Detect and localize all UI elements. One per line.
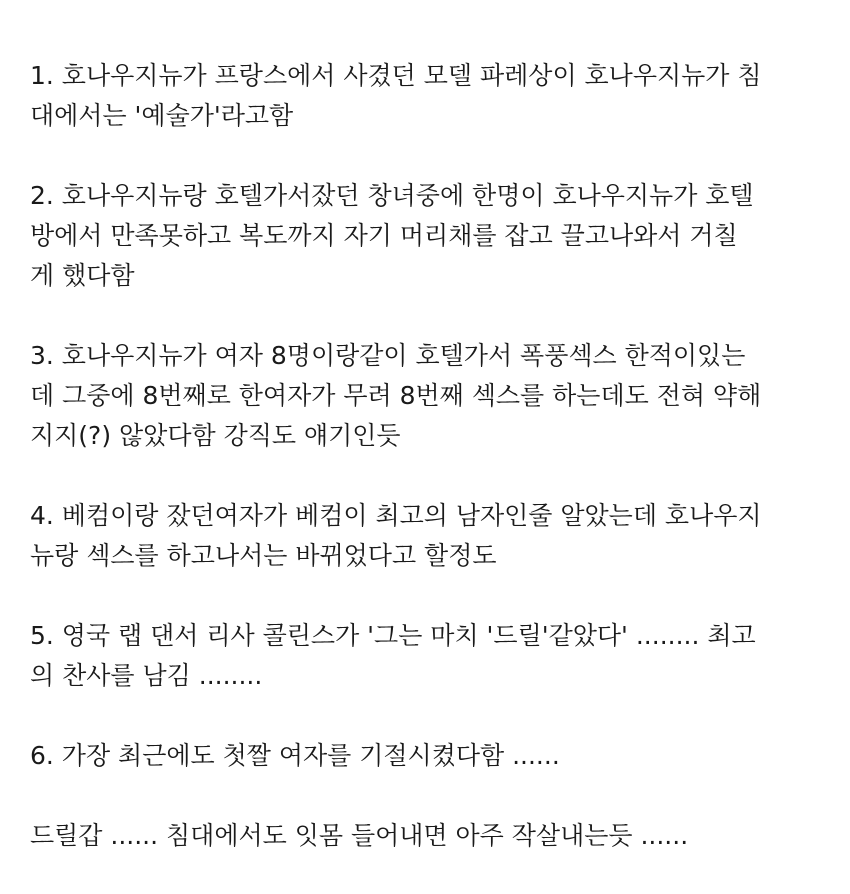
text-line: 드릴갑 ...... 침대에서도 잇몸 들어내면 아주 작살내는듯 ......: [30, 821, 689, 850]
text-line: 지지(?) 않았다함 강직도 얘기인듯: [30, 421, 401, 450]
text-line: 방에서 만족못하고 복도까지 자기 머리채를 잡고 끌고나와서 거칠: [30, 221, 738, 250]
text-line: 4. 베컴이랑 잤던여자가 베컴이 최고의 남자인줄 알았는데 호나우지: [30, 501, 762, 530]
text-line: 3. 호나우지뉴가 여자 8명이랑같이 호텔가서 폭풍섹스 한적이있는: [30, 341, 746, 370]
text-line: 의 찬사를 남김 ........: [30, 661, 263, 690]
paragraph-spacer: [30, 576, 825, 616]
paragraph-2: [30, 176, 825, 296]
text-line: 뉴랑 섹스를 하고나서는 바뀌었다고 할정도: [30, 541, 497, 570]
paragraph-6: [30, 736, 825, 776]
paragraph-spacer: [30, 136, 825, 176]
text-line: 1. 호나우지뉴가 프랑스에서 사겼던 모델 파레상이 호나우지뉴가 침: [30, 61, 762, 90]
paragraph-spacer: [30, 696, 825, 736]
text-line: 2. 호나우지뉴랑 호텔가서잤던 창녀중에 한명이 호나우지뉴가 호텔: [30, 181, 754, 210]
paragraph-5: [30, 616, 825, 696]
paragraph-spacer: [30, 456, 825, 496]
text-line: 게 했다함: [30, 261, 135, 290]
text-line: 데 그중에 8번째로 한여자가 무려 8번째 섹스를 하는데도 전혀 약해: [30, 381, 762, 410]
paragraph-spacer: [30, 296, 825, 336]
paragraph-7: [30, 816, 825, 856]
text-line: 6. 가장 최근에도 첫짤 여자를 기절시켰다함 ......: [30, 741, 560, 770]
text-line: 5. 영국 랩 댄서 리사 콜린스가 '그는 마치 '드릴'같았다' ........ 최고: [30, 621, 756, 650]
paragraph-3: [30, 336, 825, 456]
paragraph-4: [30, 496, 825, 576]
text-line: 대에서는 '예술가'라고함: [30, 101, 294, 130]
paragraph-spacer: [30, 776, 825, 816]
paragraph-1: [30, 56, 825, 136]
post-body: [30, 56, 825, 856]
